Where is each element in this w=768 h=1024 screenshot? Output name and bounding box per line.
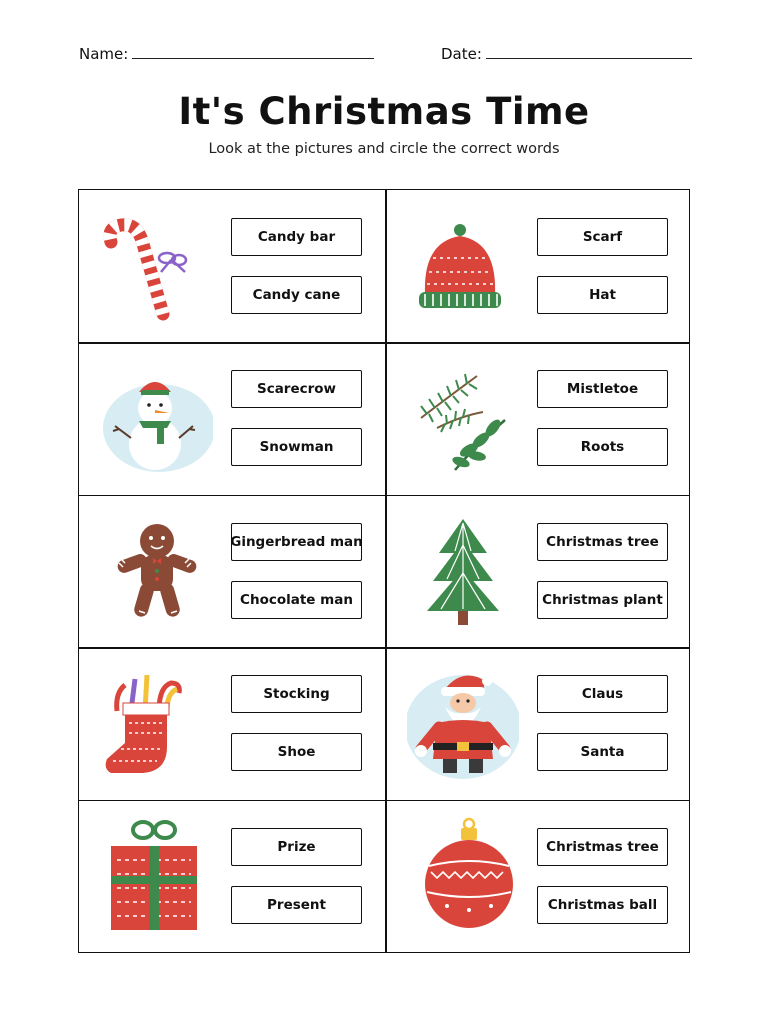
answer-option[interactable]: Chocolate man <box>231 581 362 619</box>
answer-option[interactable]: Snowman <box>231 428 362 466</box>
worksheet-item-mistletoe <box>385 342 691 494</box>
worksheet-item-candy-cane <box>79 190 385 342</box>
worksheet-item-gift <box>79 800 385 952</box>
worksheet-item-santa <box>385 647 691 799</box>
mistletoe-branch-icon <box>407 358 519 478</box>
date-blank-line[interactable] <box>486 44 692 59</box>
gift-box-icon <box>101 816 213 936</box>
name-blank-line[interactable] <box>132 44 374 59</box>
knit-hat-icon <box>407 206 519 326</box>
answer-option[interactable]: Candy bar <box>231 218 362 256</box>
answer-option[interactable]: Christmas tree <box>537 523 668 561</box>
worksheet-item-snowman <box>79 342 385 494</box>
answer-option[interactable]: Christmas tree <box>537 828 668 866</box>
answer-option[interactable]: Present <box>231 886 362 924</box>
answer-option[interactable]: Mistletoe <box>537 370 668 408</box>
answer-option[interactable]: Gingerbread man <box>231 523 362 561</box>
worksheet-item-gingerbread <box>79 495 385 647</box>
answer-option[interactable]: Scarecrow <box>231 370 362 408</box>
name-label: Name: <box>79 45 129 63</box>
answer-option[interactable]: Candy cane <box>231 276 362 314</box>
gingerbread-man-icon <box>101 511 213 631</box>
answer-option[interactable]: Christmas plant <box>537 581 668 619</box>
answer-option[interactable]: Stocking <box>231 675 362 713</box>
christmas-tree-icon <box>407 511 519 631</box>
answer-option[interactable]: Christmas ball <box>537 886 668 924</box>
answer-option[interactable]: Hat <box>537 276 668 314</box>
worksheet-item-ornament <box>385 800 691 952</box>
stocking-icon <box>101 663 213 783</box>
answer-option[interactable]: Shoe <box>231 733 362 771</box>
worksheet-item-christmas-tree <box>385 495 691 647</box>
answer-option[interactable]: Santa <box>537 733 668 771</box>
candy-cane-icon <box>101 206 213 326</box>
snowman-icon <box>101 358 213 478</box>
santa-icon <box>407 663 519 783</box>
answer-option[interactable]: Scarf <box>537 218 668 256</box>
name-field[interactable] <box>79 44 374 63</box>
page-title: It's Christmas Time <box>178 90 590 133</box>
answer-option[interactable]: Roots <box>537 428 668 466</box>
worksheet-grid <box>78 189 690 953</box>
answer-option[interactable]: Claus <box>537 675 668 713</box>
worksheet-item-hat <box>385 190 691 342</box>
worksheet-item-stocking <box>79 647 385 799</box>
date-field[interactable] <box>441 44 692 63</box>
date-label: Date: <box>441 45 482 63</box>
answer-option[interactable]: Prize <box>231 828 362 866</box>
ornament-ball-icon <box>407 816 519 936</box>
instructions: Look at the pictures and circle the correct words <box>208 141 560 157</box>
